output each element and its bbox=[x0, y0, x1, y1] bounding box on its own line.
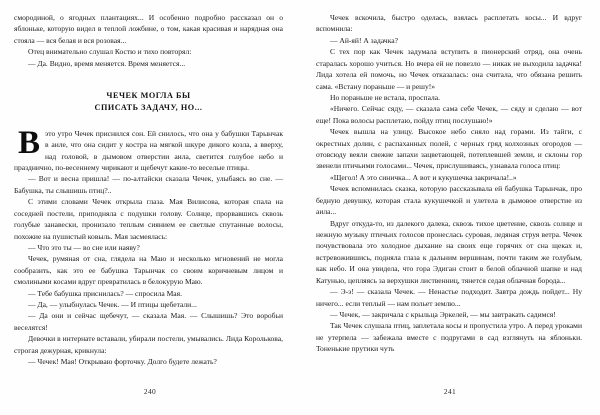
chapter-heading bbox=[14, 90, 283, 114]
paragraph: Вдруг откуда-то, из далекого далека, сквозь тихое цветение, сквозь солнце и нежную музыку птичьих голосов пронеслась суровая, ледяная струя ветра. Чечек почувствовала это холодное дыхание на своих еще горячих от сна щеках и, встревожившись, подняла глаза к дальним вершинам, почти таким же голубым, как небо. И она увидела, что гора Эдиган стоит в белой облачной шапке и над Катунью, цепляясь за верхушки лиственниц, тянется седая облачная борода... bbox=[316, 218, 582, 285]
paragraph: — Что это ты — во сне или наяву? bbox=[28, 242, 140, 252]
left-page-text-column bbox=[14, 12, 283, 368]
drop-cap-letter: В bbox=[18, 124, 41, 161]
paragraph: Девочки в интернате вставали, убирали постели, умывались. Лида Королькова, строгая дежурная, крикнула: bbox=[14, 334, 283, 355]
paragraph: С этими словами Чечек открыла глаза. Мая Вилисова, которая спала на соседней постели, приподняла с подушки голову. Солнце, прорвавшись сквозь голубые занавески, пронизало теплым сиянием ее светлые спутанные волосы, похожие на пушистый ковыль. Мая засмеялась: bbox=[14, 197, 283, 241]
paragraph: Чечек вышла на улицу. Высокое небо сняло над горами. Из тайги, с окрестных долин, с распаханных полей, с черных гряд колхозных огородов — отовсюду веяли свежие запахи зацветающей, потеплевшей земли, и склоны гор звенели птичьими голосами... Чечек, прислушиваясь, узнавала голоса птиц: bbox=[316, 127, 582, 171]
page-number-left: 240 bbox=[143, 387, 157, 396]
paragraph: — Да, — улыбнулась Чечек. — И птицы щебетали... bbox=[28, 300, 197, 310]
right-page-text-column bbox=[316, 12, 582, 355]
paragraph: — Да они и сейчас щебечут, — сказала Мая. — Слышишь? Это воробьи веселятся! bbox=[14, 311, 283, 332]
paragraph: — Ай-яй! А задачка? bbox=[330, 35, 398, 45]
chapter-heading-line-1: ЧЕЧЕК МОГЛА БЫ bbox=[106, 91, 191, 101]
paragraph: смородиной, о ягодных плантациях... И особенно подробно рассказал он о яблоньке, которую видел в теплой ложбине, о том, какая красивая и нарядная она стояла — вся белая и вся розовая... bbox=[14, 13, 283, 45]
paragraph: Чечек, румяная от сна, глядела на Маю и несколько мгновений не могла сообразить, как это ее бабушка Тарынчак со своим коричневым лицом и смолиными косами вдруг превратилась в белокурую Маю. bbox=[14, 254, 283, 287]
chapter-heading-line-2: СПИСАТЬ ЗАДАЧУ, НО... bbox=[94, 102, 203, 112]
paragraph: С тех пор как Чечек задумала вступить в пионерский отряд, она очень старалась хорошо учиться. Но вчера ей не повезло — никак не выходила задачка! Лида хотела ей помочь, но Чечек отказалась: она считала, что обязана решить сама. «Встану пораньше — и решу!» bbox=[316, 47, 582, 91]
paragraph: «Щегол! А это синичка... А вот и кукушечка закричала!..» bbox=[330, 172, 517, 182]
paragraph: — Э-э! — сказала Чечек. — Ненастье подходит. Завтра дождь пойдет... Ну ничего... если теплый — нам польет землю... bbox=[316, 287, 582, 308]
paragraph: «Ничего. Сейчас сяду, — сказала сама себе Чечек, — сяду и сделаю — вот еще! Пока волосы расплетаю, пойду птиц послушаю!» bbox=[316, 104, 582, 125]
paragraph: это утро Чечек приснился сон. Ей снилось, что она у бабушки Тарынчак в аиле, что она сидит у костра на мягкой шкуре дикого козла, а вверху, над головой, в дымовом отверстии аила, светится голубое небо и празднично, по-весеннему чирикают и щебечут какие-то веселые птицы. bbox=[14, 128, 283, 172]
page-number-right: 241 bbox=[443, 387, 457, 396]
paragraph: Чечек вспомнилась сказка, которую рассказывала ей бабушка Тарынчак, про бедную девушку, которая стала кукушечкой и улетела в дымовое отверстие из аила... bbox=[316, 184, 582, 217]
paragraph: — Да. Видно, время меняется. Время меняется... bbox=[28, 58, 186, 68]
paragraph: — Вот и весна пришла! — по-алтайски сказала Чечек, улыбаясь во сне. — Бабушка, ты слышишь птиц?.. bbox=[14, 174, 283, 195]
dropcap-opening-paragraph bbox=[14, 124, 283, 174]
paragraph: Отец внимательно слушал Костю и тихо повторял: bbox=[28, 47, 192, 57]
paragraph: — Чечек, — закричала с крыльца Эркелей, — мы завтракать садимся! bbox=[330, 309, 556, 319]
paragraph: — Тебе бабушка приснилась? — спросила Мая. bbox=[28, 288, 182, 298]
paragraph: Так Чечек слушала птиц, заплетала косы и пропустила утро. А перед уроками не утерпела — забежала вместе с подругами в сад взглянуть на яблоньки. Тоненькие прутики чуть bbox=[316, 321, 582, 354]
paragraph: Чечек вскочила, быстро оделась, взялась расплетать косы... И вдруг вспомнила: bbox=[316, 13, 582, 34]
paragraph: — Чечек! Мая! Открываю форточку. Долго будете лежать? bbox=[28, 357, 217, 367]
paragraph: Но пораньше не встала, проспала. bbox=[330, 92, 440, 102]
right-page bbox=[300, 0, 600, 415]
